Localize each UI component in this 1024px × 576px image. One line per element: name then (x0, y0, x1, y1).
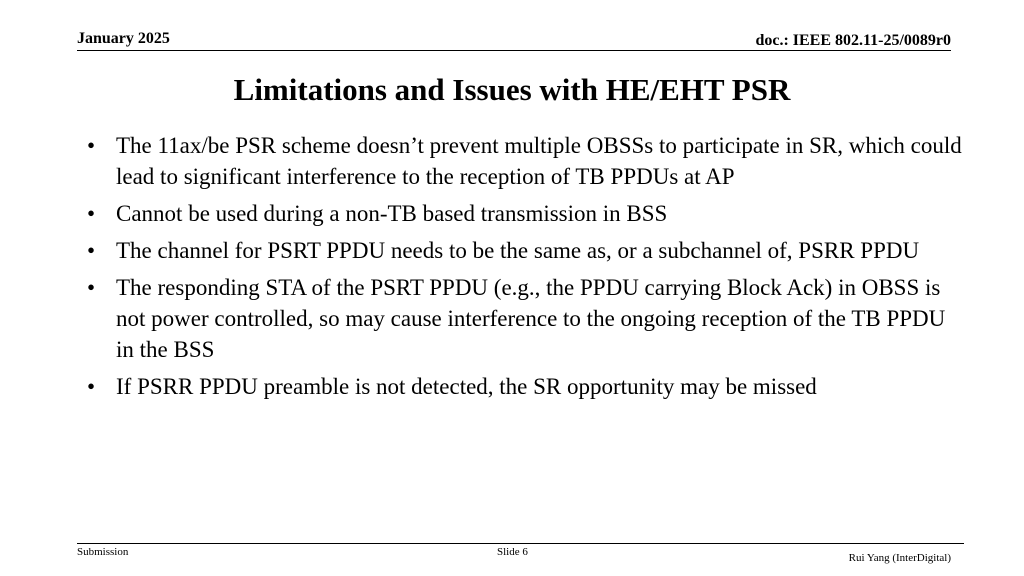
bullet-item (87, 130, 967, 192)
bullet-text: The responding STA of the PSRT PPDU (e.g., the PPDU carrying Block Ack) in OBSS is not power controlled, so may cause interference to the ongoing reception of the TB PPDU in the BSS (116, 275, 946, 362)
bullet-marker: • (87, 201, 96, 226)
footer-slide-number: Slide 6 (497, 546, 528, 558)
header-doc-id: doc.: IEEE 802.11-25/0089r0 (755, 32, 951, 49)
bullet-text: If PSRR PPDU preamble is not detected, the SR opportunity may be missed (116, 374, 817, 399)
bullet-marker: • (87, 133, 96, 158)
footer-submission: Submission (77, 546, 129, 558)
bullet-marker: • (87, 275, 96, 300)
bullet-item (87, 371, 967, 402)
bullet-list (87, 130, 967, 408)
header-divider (77, 50, 951, 51)
bullet-text: The 11ax/be PSR scheme doesn’t prevent multiple OBSSs to participate in SR, which could lead to significant interference to the reception of TB PPDUs at AP (116, 133, 962, 189)
bullet-text: The channel for PSRT PPDU needs to be the same as, or a subchannel of, PSRR PPDU (116, 238, 920, 263)
bullet-marker: • (87, 238, 96, 263)
footer-author: Rui Yang (InterDigital) (848, 552, 951, 564)
bullet-marker: • (87, 374, 96, 399)
bullet-item (87, 235, 967, 266)
footer-divider (77, 543, 964, 544)
slide-title: Limitations and Issues with HE/EHT PSR (233, 72, 791, 107)
bullet-item (87, 198, 967, 229)
bullet-text: Cannot be used during a non-TB based transmission in BSS (116, 201, 668, 226)
bullet-item (87, 272, 967, 365)
header-date: January 2025 (77, 30, 170, 47)
